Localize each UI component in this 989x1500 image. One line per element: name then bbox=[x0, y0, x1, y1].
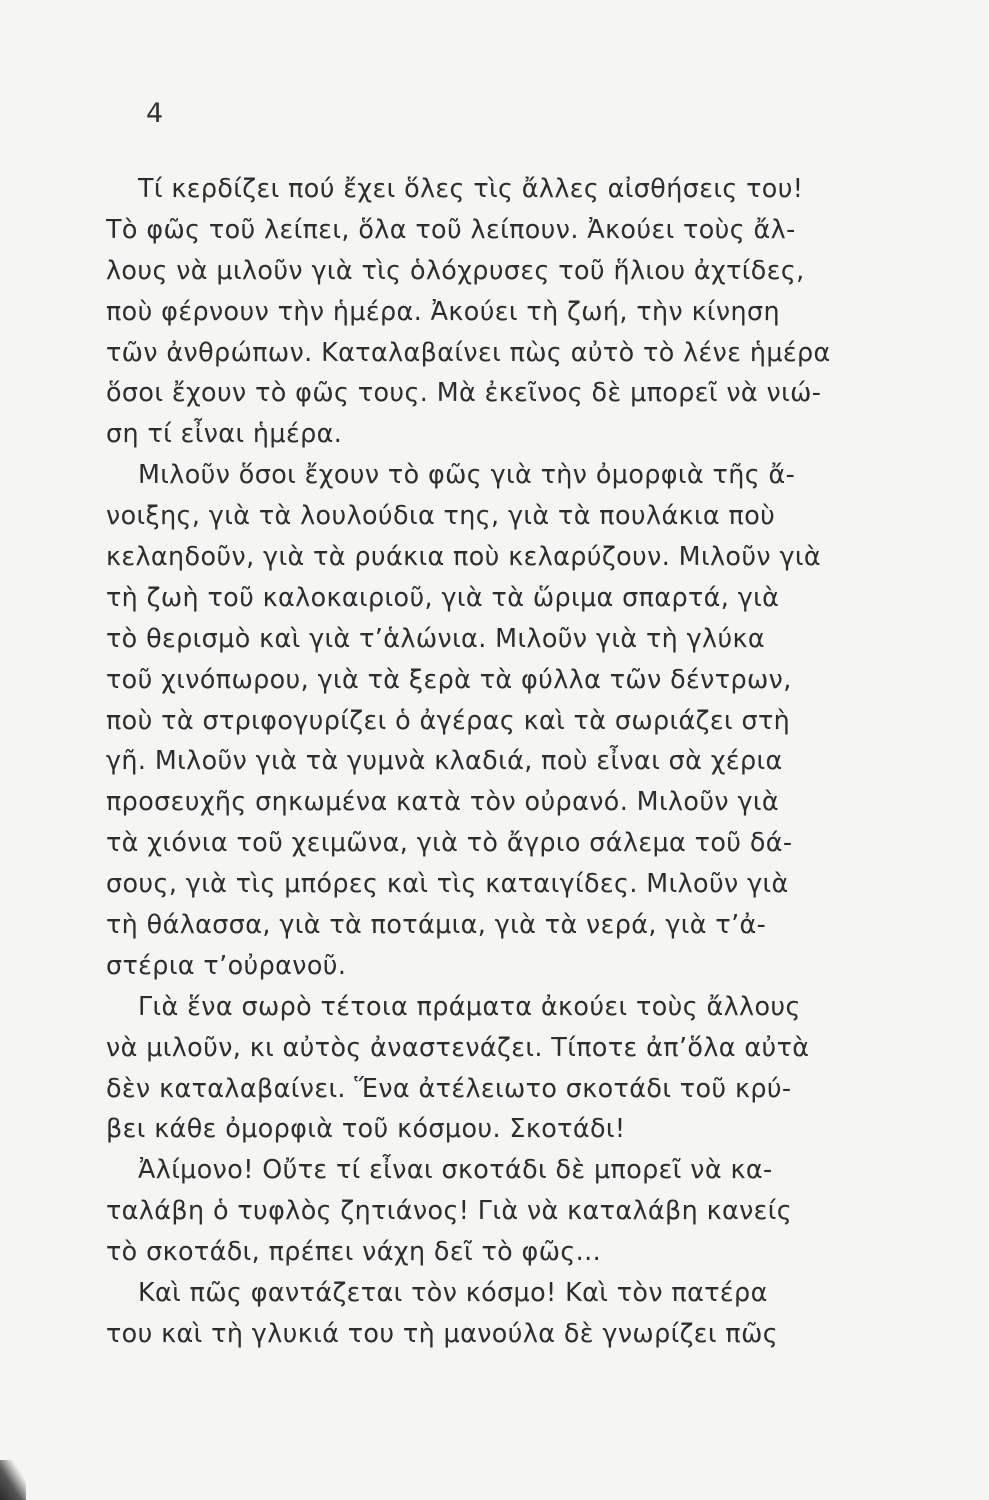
text-line: του καὶ τὴ γλυκιά του τὴ μανούλα δὲ γνωρίζει πῶς bbox=[106, 1317, 779, 1348]
text-line: γῆ. Μιλοῦν γιὰ τὰ γυμνὰ κλαδιά, ποὺ εἶναι σὰ χέρια bbox=[106, 745, 783, 776]
text-line: τὸ σκοτάδι, πρέπει νάχη δεῖ τὸ φῶς... bbox=[106, 1236, 602, 1267]
text-line: βει κάθε ὀμορφιὰ τοῦ κόσμου. Σκοτάδι! bbox=[106, 1113, 626, 1144]
text-line: Τί κερδίζει πού ἔχει ὅλες τὶς ἄλλες αἰσθήσεις του! bbox=[138, 173, 804, 203]
text-line: Ἀλίμονο! Οὔτε τί εἶναι σκοτάδι δὲ μπορεῖ νὰ κα- bbox=[138, 1154, 773, 1185]
text-line: τὸ θερισμὸ καὶ γιὰ τ’ἁλώνια. Μιλοῦν γιὰ τὴ γλύκα bbox=[106, 622, 766, 653]
text-line: λους νὰ μιλοῦν γιὰ τὶς ὁλόχρυσες τοῦ ἥλιου ἀχτίδες, bbox=[106, 254, 805, 285]
text-line: Καὶ πῶς φαντάζεται τὸν κόσμο! Καὶ τὸν πατέρα bbox=[138, 1277, 768, 1308]
text-line: ποὺ φέρνουν τὴν ἡμέρα. Ἀκούει τὴ ζωή, τὴν κίνηση bbox=[106, 295, 780, 326]
text-line: κελαηδοῦν, γιὰ τὰ ρυάκια ποὺ κελαρύζουν. Μιλοῦν γιὰ bbox=[106, 541, 822, 572]
text-line: τῶν ἀνθρώπων. Καταλαβαίνει πὼς αὐτὸ τὸ λένε ἡμέρα bbox=[106, 336, 831, 367]
text-line: νοιξης, γιὰ τὰ λουλούδια της, γιὰ τὰ πουλάκια ποὺ bbox=[106, 500, 776, 531]
text-line: ποὺ τὰ στριφογυρίζει ὁ ἀγέρας καὶ τὰ σωριάζει στὴ bbox=[106, 704, 791, 735]
text-line: στέρια τ’οὐρανοῦ. bbox=[106, 949, 347, 980]
text-line: τοῦ χινόπωρου, γιὰ τὰ ξερὰ τὰ φύλλα τῶν δέντρων, bbox=[106, 663, 792, 694]
text-line: σους, γιὰ τὶς μπόρες καὶ τὶς καταιγίδες. Μιλοῦν γιὰ bbox=[106, 868, 789, 899]
text-line: Μιλοῦν ὅσοι ἔχουν τὸ φῶς γιὰ τὴν ὀμορφιὰ τῆς ἄ- bbox=[138, 459, 796, 490]
page-number: 4 bbox=[146, 98, 164, 129]
text-line: ὅσοι ἔχουν τὸ φῶς τους. Μὰ ἐκεῖνος δὲ μπορεῖ νὰ νιώ- bbox=[106, 377, 822, 408]
text-line: Γιὰ ἕνα σωρὸ τέτοια πράματα ἀκούει τοὺς ἄλλους bbox=[138, 990, 801, 1021]
scan-corner-shadow bbox=[0, 1460, 26, 1500]
text-line: τὰ χιόνια τοῦ χειμῶνα, γιὰ τὸ ἄγριο σάλεμα τοῦ δά- bbox=[106, 827, 793, 858]
text-line: προσευχῆς σηκωμένα κατὰ τὸν οὐρανό. Μιλοῦν γιὰ bbox=[106, 786, 780, 817]
text-line: Τὸ φῶς τοῦ λείπει, ὅλα τοῦ λείπουν. Ἀκούει τοὺς ἄλ- bbox=[106, 213, 796, 244]
text-line: ταλάβη ὁ τυφλὸς ζητιάνος! Γιὰ νὰ καταλάβη κανείς bbox=[106, 1195, 793, 1226]
text-line: τὴ θάλασσα, γιὰ τὰ ποτάμια, γιὰ τὰ νερά, γιὰ τ’ἀ- bbox=[106, 909, 767, 940]
text-line: δὲν καταλαβαίνει. Ἕνα ἀτέλειωτο σκοτάδι τοῦ κρύ- bbox=[106, 1072, 792, 1103]
text-line: τὴ ζωὴ τοῦ καλοκαιριοῦ, γιὰ τὰ ὥριμα σπαρτά, γιὰ bbox=[106, 581, 780, 612]
body-text bbox=[106, 168, 934, 1354]
text-line: ση τί εἶναι ἡμέρα. bbox=[106, 418, 343, 449]
text-line: νὰ μιλοῦν, κι αὐτὸς ἀναστενάζει. Τίποτε ἀπ’ὅλα αὐτὰ bbox=[106, 1031, 810, 1062]
